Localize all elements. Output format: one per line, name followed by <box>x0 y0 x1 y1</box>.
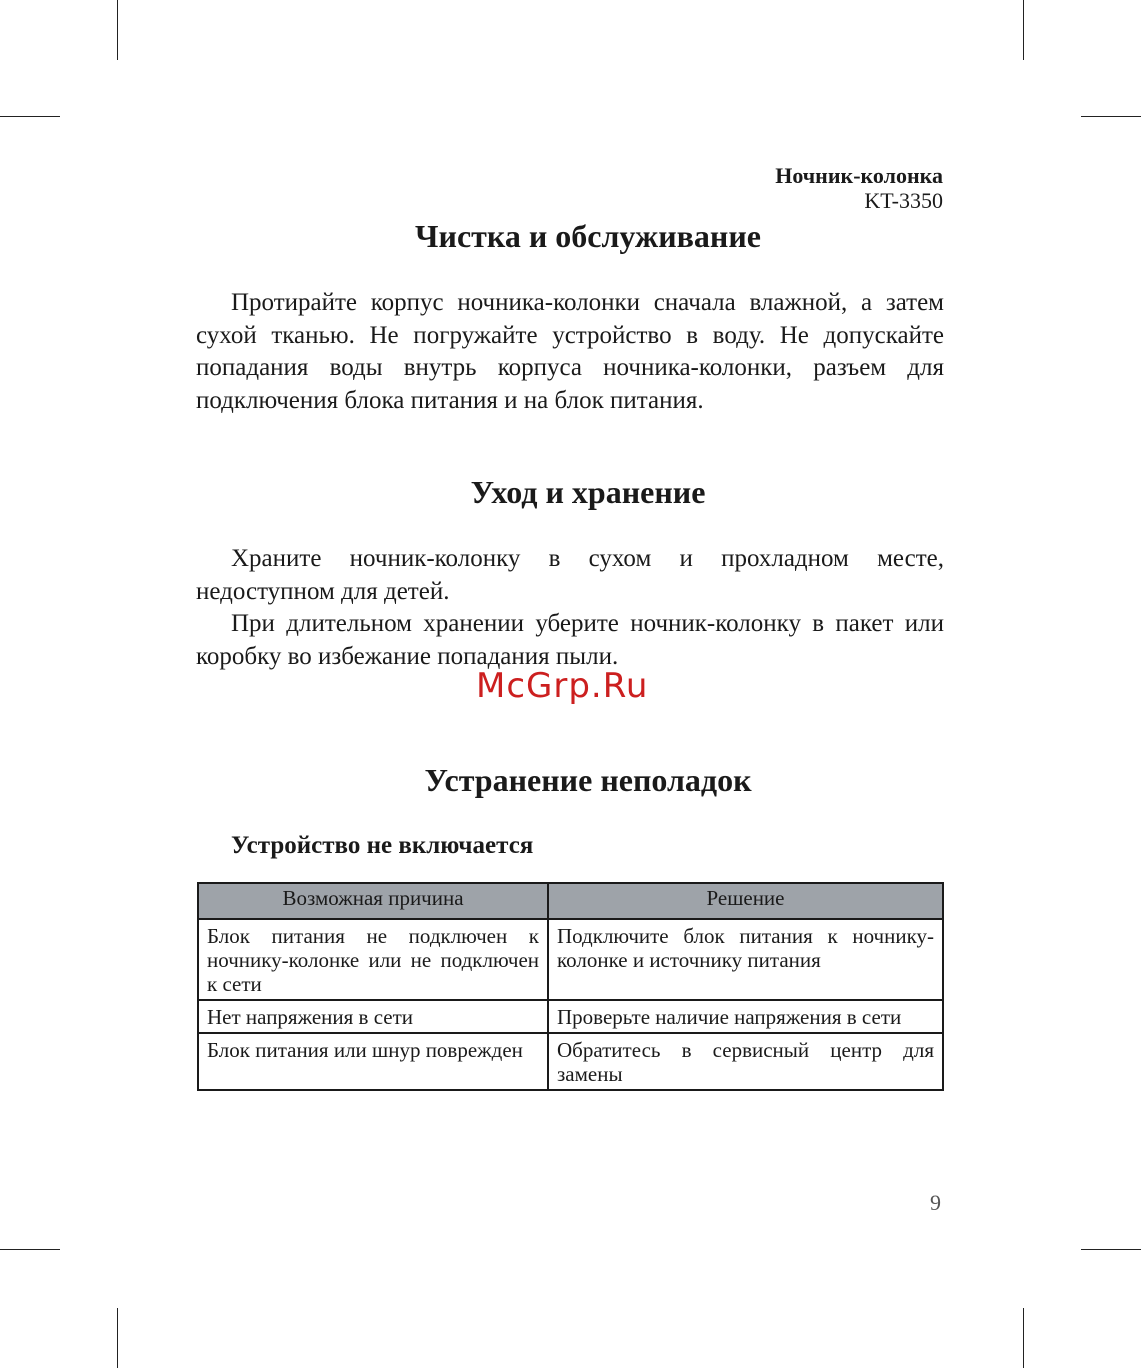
crop-mark-left-bottom <box>0 1249 60 1250</box>
solution-cell: Обратитесь в сервисный центр для замены <box>548 1033 943 1090</box>
crop-mark-left-top <box>0 116 60 117</box>
watermark: McGrp.Ru <box>476 666 649 706</box>
table-header-row <box>198 883 943 919</box>
cause-cell: Нет напряжения в сети <box>198 1000 548 1033</box>
crop-mark-bottom-right <box>1023 1308 1024 1368</box>
storage-title: Уход и хранение <box>470 474 706 510</box>
cause-cell: Блок питания или шнур поврежден <box>198 1033 548 1090</box>
table-row <box>198 919 943 1000</box>
table-row <box>198 1033 943 1090</box>
product-name: Ночник-колонка <box>775 163 943 188</box>
crop-mark-top-right <box>1023 0 1024 60</box>
table-row <box>198 1000 943 1033</box>
crop-mark-right-top <box>1081 116 1141 117</box>
page-number: 9 <box>930 1190 941 1215</box>
column-header-solution: Решение <box>548 883 943 919</box>
storage-paragraph-2: При длительном хранении уберите ночник-колонку в пакет или коробку во избежание попадания пыли. <box>196 610 944 670</box>
cause-cell: Блок питания не подключен к ночнику-колонке или не подключен к сети <box>198 919 548 1000</box>
solution-cell: Проверьте наличие напряжения в сети <box>548 1000 943 1033</box>
cleaning-text: Протирайте корпус ночника-колонки сначала влажной, а затем сухой тканью. Не погружайте устройство в воду. Не допускайте попадания воды внутрь корпуса ночника-колонки, разъем для подключения блока питания и на блок питания. <box>196 289 944 414</box>
troubleshooting-subtitle: Устройство не включается <box>231 832 534 859</box>
product-model: KT-3350 <box>864 188 943 213</box>
crop-mark-top-left <box>117 0 118 60</box>
storage-paragraph-1: Храните ночник-колонку в сухом и прохладном месте, недоступном для детей. <box>196 545 944 605</box>
crop-mark-right-bottom <box>1081 1249 1141 1250</box>
column-header-cause: Возможная причина <box>198 883 548 919</box>
crop-mark-bottom-left <box>117 1308 118 1368</box>
troubleshooting-table <box>197 882 944 1091</box>
solution-cell: Подключите блок питания к ночнику-колонке и источнику питания <box>548 919 943 1000</box>
cleaning-title: Чистка и обслуживание <box>415 218 761 254</box>
troubleshooting-title: Устранение неполадок <box>424 762 752 798</box>
running-header <box>775 163 943 213</box>
